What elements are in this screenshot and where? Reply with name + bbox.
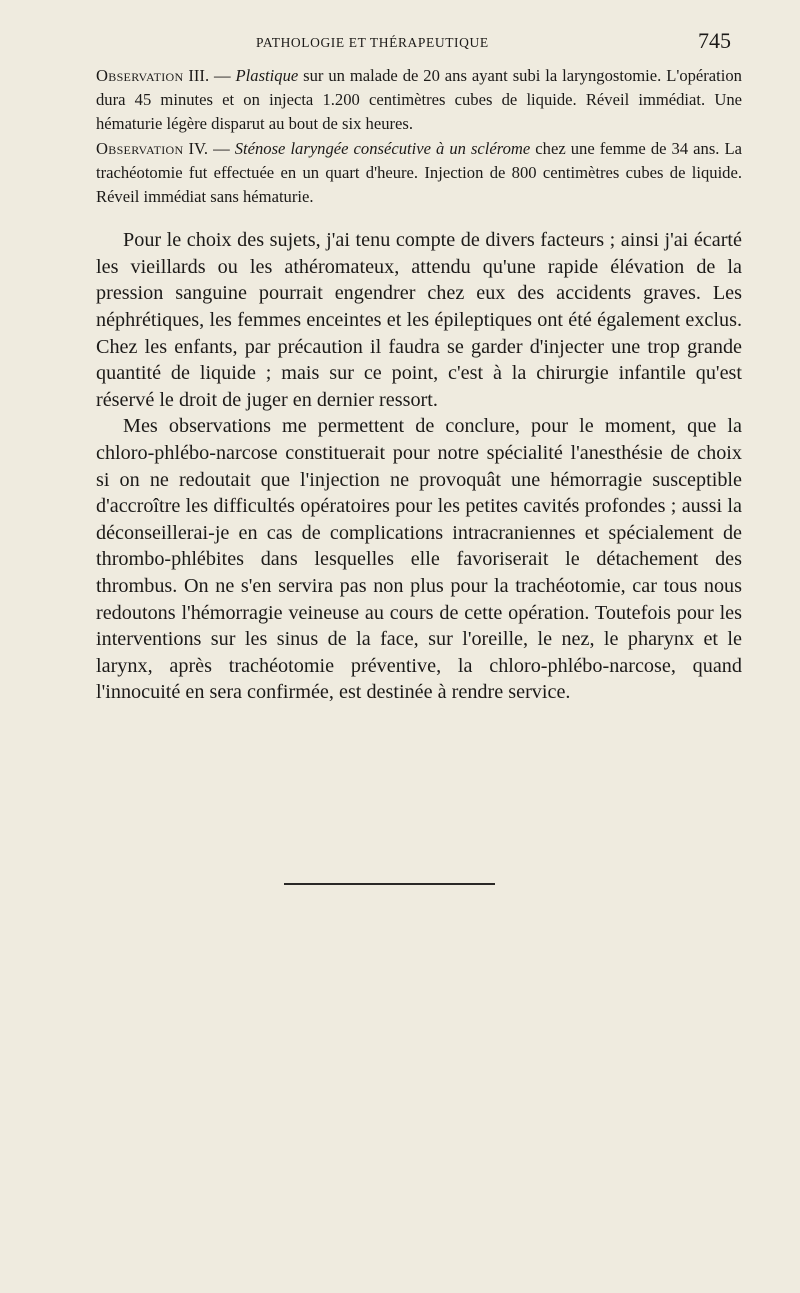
observation-number: IV. — [188, 138, 209, 158]
running-title: PATHOLOGIE ET THÉRAPEUTIQUE — [256, 35, 489, 50]
paragraph-conclusion: Mes observations me permettent de conclure, pour le moment, que la chloro-phlébo-narcose constituerait pour notre spécialité l'anesthésie de choix si on ne redoutait que l'injection ne provoquât une hémorragie susceptible d'accroître les difficultés opératoires pour les petites cavités profondes ; aussi la déconseillerai-je en cas de complications intracraniennes et spécialement de thrombo-phlébites dans lesquelles elle favoriserait le détachement des thrombus. On ne s'en servira pas non plus pour la trachéotomie, car tous nous redoutons l'hémorragie veineuse au cours de cette opération. Toutefois pour les interventions sur les sinus de la face, sur l'oreille, le nez, le pharynx et le larynx, après trachéotomie préventive, la chloro-phlébo-narcose, quand l'innocuité en sera confirmée, est destinée à rendre service. — [96, 415, 742, 704]
running-head — [0, 28, 800, 58]
observation-text: sur un malade de 20 ans ayant subi la laryngostomie. L'opération dura 45 minutes et on injecta 1.200 centimètres cubes de liquide. Réveil immédiat. Une hématurie légère disparut au bout de six heures. — [96, 66, 742, 134]
observation-label: Observation — [96, 138, 184, 158]
observation-title: Plastique — [235, 66, 299, 85]
observation-iii — [96, 64, 742, 137]
observation-label: Observation — [96, 66, 184, 85]
observation-number: III. — [188, 66, 210, 85]
observation-title: Sténose laryngée consécutive à un sclérome — [234, 138, 531, 158]
section-end-rule — [284, 883, 495, 885]
observation-iv — [96, 137, 742, 210]
paragraph-choice-of-subjects: Pour le choix des sujets, j'ai tenu compte de divers facteurs ; ainsi j'ai écarté les vieillards ou les athéromateux, attendu qu'une rapide élévation de la pression sanguine pourrait engendrer chez eux des accidents graves. Les néphrétiques, les femmes enceintes et les épileptiques ont été également exclus. Chez les enfants, par précaution il faudra se garder d'injecter une trop grande quantité de liquide ; mais sur ce point, c'est à la chirurgie infantile qu'est réservé le droit de juger en dernier ressort. — [96, 229, 742, 411]
observation-dash: — — [209, 66, 236, 85]
page-number: 745 — [698, 28, 731, 53]
observation-dash: — — [208, 138, 235, 158]
section-gap — [96, 209, 742, 227]
observation-text: chez une femme de 34 ans. La trachéotomie fut effectuée en un quart d'heure. Injection de 800 centimètres cubes de liquide. Réveil immédiat sans hématurie. — [96, 138, 742, 207]
page-body — [96, 64, 742, 706]
